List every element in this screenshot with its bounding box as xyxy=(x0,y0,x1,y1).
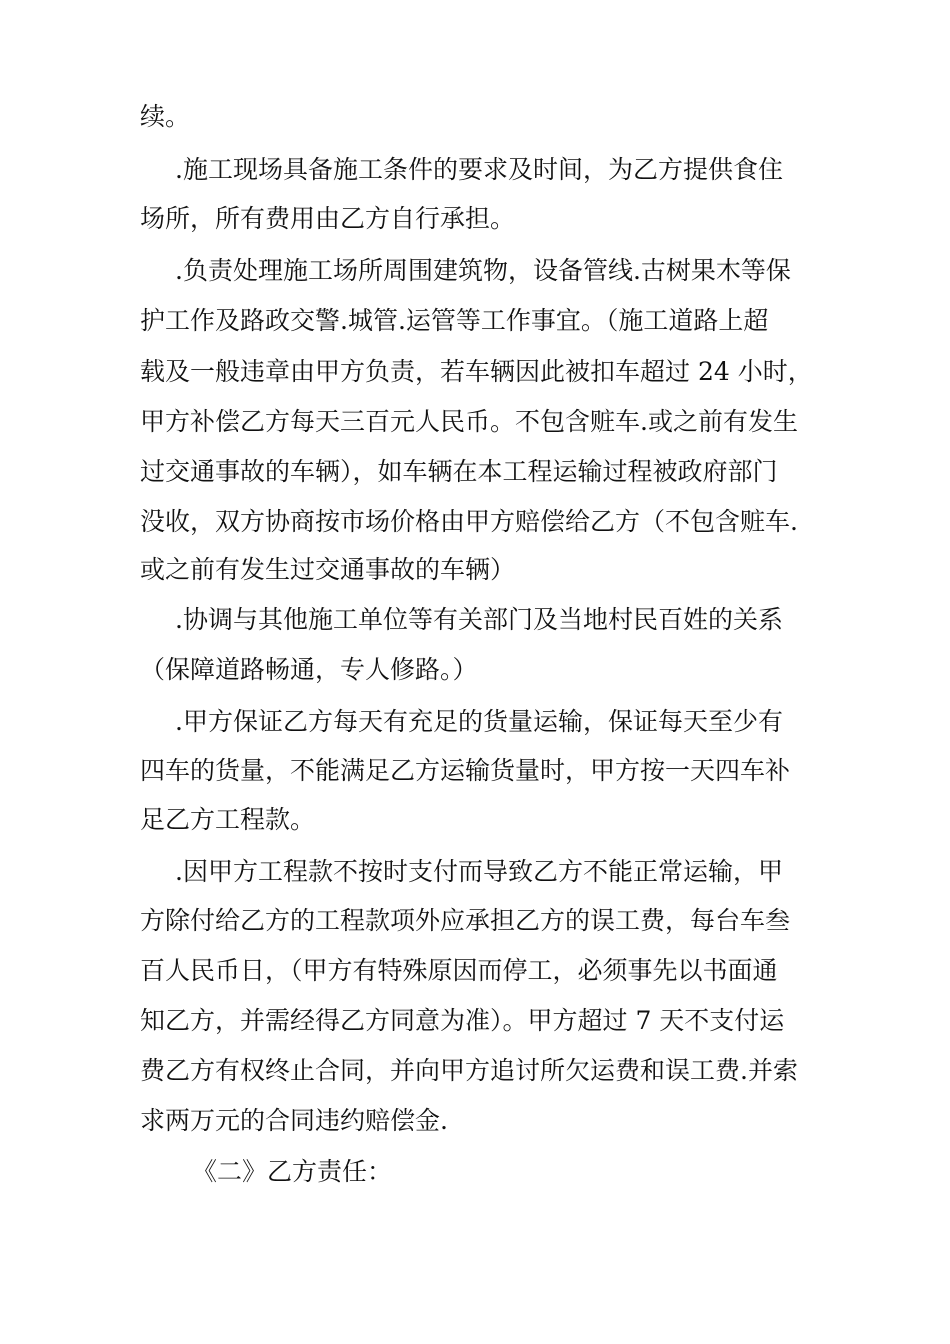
clause-5-line-4: 知乙方，并需经得乙方同意为准）。甲方超过 7 天不支付运 xyxy=(140,1006,785,1035)
clause-5-line-1: .因甲方工程款不按时支付而导致乙方不能正常运输，甲 xyxy=(175,857,783,886)
clause-3-line-2: （保障道路畅通，专人修路。） xyxy=(140,655,478,684)
clause-1-line-1: .施工现场具备施工条件的要求及时间，为乙方提供食住 xyxy=(175,155,783,184)
clause-4-line-1: .甲方保证乙方每天有充足的货量运输，保证每天至少有 xyxy=(175,707,783,736)
clause-2-line-4: 甲方补偿乙方每天三百元人民币。不包含赃车.或之前有发生 xyxy=(140,407,798,436)
clause-5-line-5: 费乙方有权终止合同，并向甲方追讨所欠运费和误工费.并索 xyxy=(140,1056,798,1085)
clause-2-line-1: .负责处理施工场所周围建筑物，设备管线.古树果木等保 xyxy=(175,256,791,285)
clause-4-line-3: 足乙方工程款。 xyxy=(140,805,316,834)
clause-5-line-2: 方除付给乙方的工程款项外应承担乙方的误工费，每台车叁 xyxy=(140,906,791,935)
text-line-1: 续。 xyxy=(140,102,191,131)
clause-2-line-5: 过交通事故的车辆），如车辆在本工程运输过程被政府部门 xyxy=(140,457,778,486)
clause-5-line-3: 百人民币日，（甲方有特殊原因而停工，必须事先以书面通 xyxy=(140,956,778,985)
clause-2-line-2: 护工作及路政交警.城管.运管等工作事宜。（施工道路上超 xyxy=(140,306,769,335)
clause-5-line-6: 求两万元的合同违约赔偿金. xyxy=(140,1106,448,1135)
clause-3-line-1: .协调与其他施工单位等有关部门及当地村民百姓的关系 xyxy=(175,605,783,634)
clause-2-line-3: 载及一般违章由甲方负责，若车辆因此被扣车超过 24 小时， xyxy=(140,357,813,386)
clause-2-line-6: 没收，双方协商按市场价格由甲方赔偿给乙方（不包含赃车. xyxy=(140,507,798,536)
clause-4-line-2: 四车的货量，不能满足乙方运输货量时，甲方按一天四车补 xyxy=(140,756,791,785)
section-heading: 《二》乙方责任： xyxy=(192,1157,393,1186)
clause-1-line-2: 场所，所有费用由乙方自行承担。 xyxy=(140,204,516,233)
clause-2-line-7: 或之前有发生过交通事故的车辆） xyxy=(140,555,516,584)
